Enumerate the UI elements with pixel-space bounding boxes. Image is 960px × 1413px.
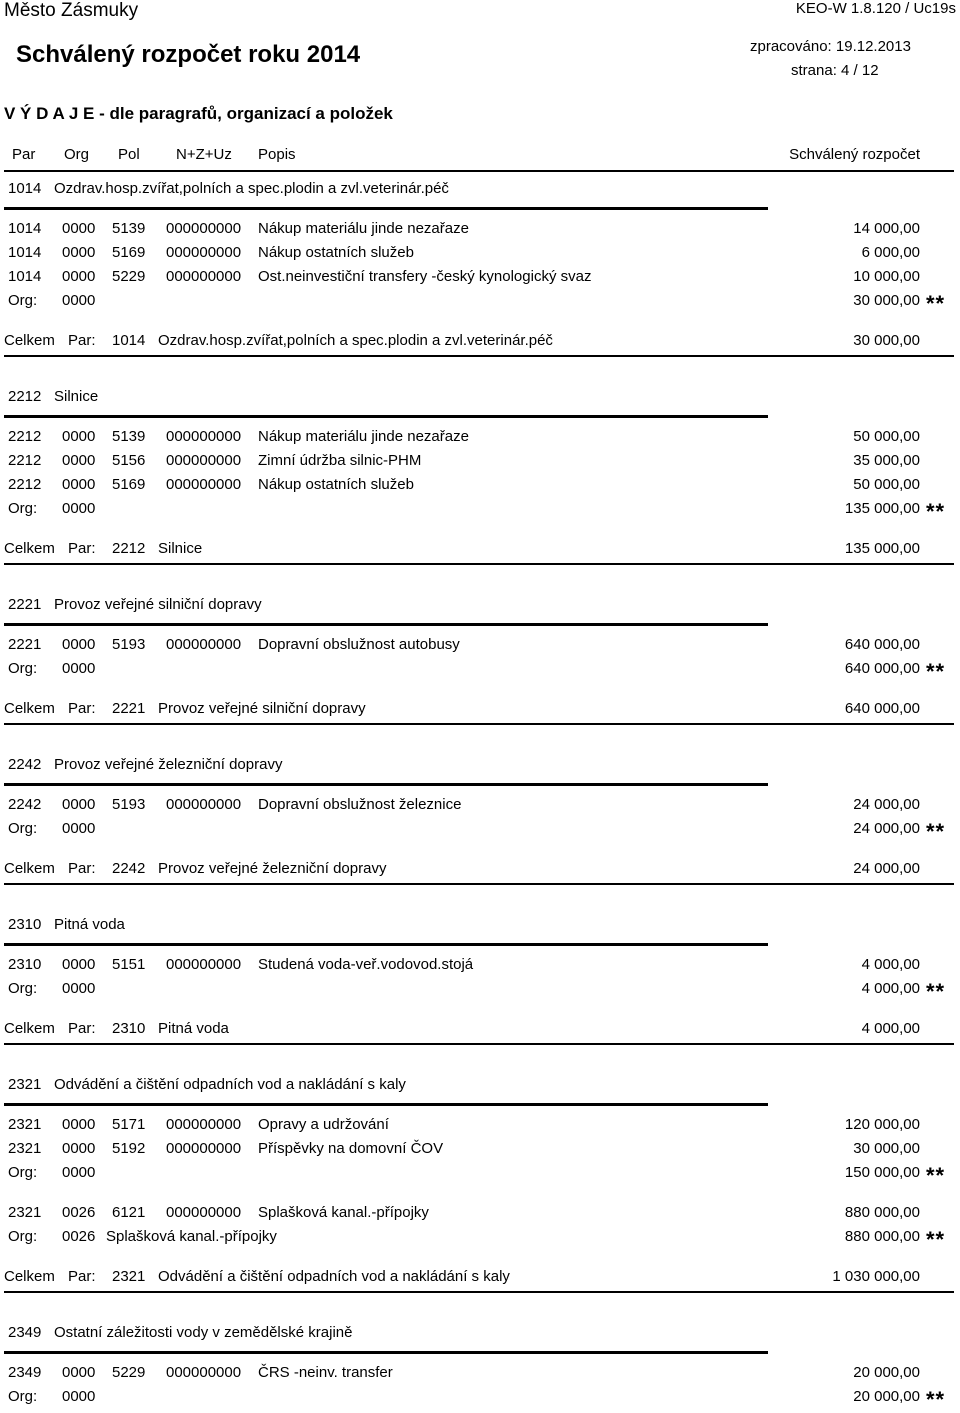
item-amount: 24 000,00 [853, 796, 920, 813]
section-par-name: Provoz veřejné železniční dopravy [54, 756, 283, 773]
org-label: Org: [8, 1164, 38, 1181]
item-nzu: 000000000 [166, 1204, 242, 1221]
org-total: 150 000,00 [844, 1164, 920, 1181]
item-pol: 5169 [112, 476, 146, 493]
org-code: 0000 [62, 1388, 96, 1405]
par-total-row [0, 540, 960, 560]
item-amount: 4 000,00 [861, 956, 920, 973]
org-total: 4 000,00 [861, 980, 920, 997]
report-subtitle: V Ý D A J E - dle paragrafů, organizací a položek [4, 104, 393, 123]
item-description: Nákup materiálu jinde nezařaze [258, 220, 469, 237]
section-par-code: 2321 [8, 1076, 42, 1093]
total-label: Celkem [4, 540, 55, 557]
item-par: 1014 [8, 220, 42, 237]
item-description: Příspěvky na domovní ČOV [258, 1140, 444, 1157]
item-pol: 5139 [112, 220, 146, 237]
column-header-nzu: N+Z+Uz [176, 146, 232, 163]
item-amount: 50 000,00 [853, 476, 920, 493]
item-pol: 5229 [112, 1364, 146, 1381]
item-nzu: 000000000 [166, 1116, 242, 1133]
item-row [0, 268, 960, 288]
item-amount: 30 000,00 [853, 1140, 920, 1157]
item-description: Studená voda-veř.vodovod.stojá [258, 956, 474, 973]
item-par: 2212 [8, 476, 42, 493]
item-row [0, 476, 960, 496]
page-number: strana: 4 / 12 [791, 62, 879, 79]
item-nzu: 000000000 [166, 796, 242, 813]
item-nzu: 000000000 [166, 268, 242, 285]
item-org: 0000 [62, 636, 96, 653]
item-description: Zimní údržba silnic-PHM [258, 452, 422, 469]
item-par: 2221 [8, 636, 42, 653]
item-nzu: 000000000 [166, 244, 242, 261]
report-title: Schválený rozpočet roku 2014 [16, 41, 361, 68]
item-pol: 5193 [112, 796, 146, 813]
item-nzu: 000000000 [166, 956, 242, 973]
section-heading [0, 756, 960, 776]
total-par-label: Par: [68, 1268, 96, 1285]
org-subtotal-row [0, 979, 960, 1004]
par-total-amount: 135 000,00 [844, 540, 920, 557]
section-heading [0, 180, 960, 200]
item-org: 0000 [62, 956, 96, 973]
section-par-code: 2310 [8, 916, 42, 933]
total-label: Celkem [4, 700, 55, 717]
item-nzu: 000000000 [166, 1364, 242, 1381]
item-par: 1014 [8, 244, 42, 261]
item-row [0, 636, 960, 656]
item-amount: 120 000,00 [844, 1116, 920, 1133]
org-total: 30 000,00 [853, 292, 920, 309]
org-code: 0000 [62, 820, 96, 837]
total-par-code: 1014 [112, 332, 146, 349]
total-par-label: Par: [68, 860, 96, 877]
item-par: 2321 [8, 1140, 42, 1157]
total-par-code: 2242 [112, 860, 146, 877]
section-heading [0, 1324, 960, 1344]
item-row [0, 796, 960, 816]
total-label: Celkem [4, 1020, 55, 1037]
total-par-name: Ozdrav.hosp.zvířat,polních a spec.plodin a zvl.veterinár.péč [158, 332, 553, 349]
item-nzu: 000000000 [166, 636, 242, 653]
par-total-amount: 4 000,00 [861, 1020, 920, 1037]
item-par: 2349 [8, 1364, 42, 1381]
item-description: Nákup materiálu jinde nezařaze [258, 428, 469, 445]
item-row [0, 1204, 960, 1224]
section-par-name: Provoz veřejné silniční dopravy [54, 596, 262, 613]
column-header-org: Org [64, 146, 90, 163]
item-amount: 640 000,00 [844, 636, 920, 653]
item-par: 2321 [8, 1204, 42, 1221]
item-row [0, 452, 960, 472]
item-nzu: 000000000 [166, 220, 242, 237]
item-org: 0000 [62, 220, 96, 237]
org-subtotal-row [0, 1163, 960, 1188]
total-par-label: Par: [68, 332, 96, 349]
subtotal-stars: ** [926, 1387, 946, 1412]
org-code: 0000 [62, 1164, 96, 1181]
item-org: 0000 [62, 1364, 96, 1381]
section-par-name: Ozdrav.hosp.zvířat,polních a spec.plodin a zvl.veterinár.péč [54, 180, 449, 197]
column-header-amount: Schválený rozpočet [789, 146, 920, 163]
org-label: Org: [8, 292, 38, 309]
item-row [0, 220, 960, 240]
org-name: Splašková kanal.-přípojky [106, 1228, 277, 1245]
item-par: 2310 [8, 956, 42, 973]
item-amount: 14 000,00 [853, 220, 920, 237]
item-pol: 5151 [112, 956, 146, 973]
section-heading-rule [4, 1103, 768, 1106]
item-par: 2321 [8, 1116, 42, 1133]
subtotal-stars: ** [926, 979, 946, 1004]
org-subtotal-row [0, 659, 960, 684]
item-pol: 5193 [112, 636, 146, 653]
item-nzu: 000000000 [166, 476, 242, 493]
item-org: 0000 [62, 1140, 96, 1157]
processed-date: zpracováno: 19.12.2013 [750, 38, 911, 55]
par-total-row [0, 1020, 960, 1040]
item-org: 0026 [62, 1204, 96, 1221]
org-subtotal-row [0, 291, 960, 316]
item-nzu: 000000000 [166, 1140, 242, 1157]
item-pol: 5169 [112, 244, 146, 261]
org-subtotal-row [0, 819, 960, 844]
item-row [0, 428, 960, 448]
item-pol: 5139 [112, 428, 146, 445]
item-par: 2242 [8, 796, 42, 813]
total-par-name: Pitná voda [158, 1020, 229, 1037]
par-total-rule [4, 883, 954, 885]
column-header-par: Par [12, 146, 36, 163]
total-label: Celkem [4, 1268, 55, 1285]
section-par-name: Pitná voda [54, 916, 125, 933]
section-heading [0, 916, 960, 936]
item-par: 2212 [8, 428, 42, 445]
item-row [0, 956, 960, 976]
section-par-code: 2212 [8, 388, 42, 405]
total-par-name: Odvádění a čištění odpadních vod a nakládání s kaly [158, 1268, 510, 1285]
org-code: 0000 [62, 980, 96, 997]
par-total-amount: 30 000,00 [853, 332, 920, 349]
par-total-row [0, 1268, 960, 1288]
subtotal-stars: ** [926, 819, 946, 844]
section-heading-rule [4, 783, 768, 786]
org-total: 20 000,00 [853, 1388, 920, 1405]
item-row [0, 244, 960, 264]
item-amount: 50 000,00 [853, 428, 920, 445]
total-par-name: Provoz veřejné silniční dopravy [158, 700, 366, 717]
town-name: Město Zásmuky [4, 0, 139, 21]
org-subtotal-row [0, 1227, 960, 1252]
org-subtotal-row [0, 1387, 960, 1412]
section-heading [0, 596, 960, 616]
item-amount: 6 000,00 [861, 244, 920, 261]
item-pol: 5171 [112, 1116, 146, 1133]
column-header-pol: Pol [118, 146, 140, 163]
item-amount: 10 000,00 [853, 268, 920, 285]
subtotal-stars: ** [926, 659, 946, 684]
item-org: 0000 [62, 1116, 96, 1133]
org-subtotal-row [0, 499, 960, 524]
total-par-label: Par: [68, 700, 96, 717]
par-total-rule [4, 1291, 954, 1293]
section-par-name: Silnice [54, 388, 99, 405]
org-code: 0000 [62, 292, 96, 309]
total-par-label: Par: [68, 1020, 96, 1037]
org-total: 24 000,00 [853, 820, 920, 837]
total-par-code: 2221 [112, 700, 146, 717]
section-par-code: 2221 [8, 596, 42, 613]
item-org: 0000 [62, 476, 96, 493]
org-total: 640 000,00 [844, 660, 920, 677]
par-total-rule [4, 1043, 954, 1045]
org-label: Org: [8, 1228, 38, 1245]
item-par: 1014 [8, 268, 42, 285]
total-par-code: 2212 [112, 540, 146, 557]
par-total-amount: 1 030 000,00 [832, 1268, 920, 1285]
item-pol: 5192 [112, 1140, 146, 1157]
org-code: 0000 [62, 500, 96, 517]
item-par: 2212 [8, 452, 42, 469]
par-total-rule [4, 723, 954, 725]
total-label: Celkem [4, 332, 55, 349]
section-heading-rule [4, 623, 768, 626]
item-pol: 6121 [112, 1204, 146, 1221]
item-description: Nákup ostatních služeb [258, 244, 414, 261]
item-row [0, 1116, 960, 1136]
item-description: Nákup ostatních služeb [258, 476, 414, 493]
section-heading-rule [4, 207, 768, 210]
item-row [0, 1140, 960, 1160]
header-divider [4, 170, 954, 172]
section-heading-rule [4, 1351, 768, 1354]
section-par-name: Odvádění a čištění odpadních vod a nakládání s kaly [54, 1076, 406, 1093]
item-amount: 880 000,00 [844, 1204, 920, 1221]
org-code: 0026 [62, 1228, 96, 1245]
item-org: 0000 [62, 428, 96, 445]
item-amount: 35 000,00 [853, 452, 920, 469]
total-par-label: Par: [68, 540, 96, 557]
item-description: Opravy a udržování [258, 1116, 389, 1133]
item-org: 0000 [62, 268, 96, 285]
item-description: ČRS -neinv. transfer [258, 1364, 393, 1381]
item-org: 0000 [62, 796, 96, 813]
subtotal-stars: ** [926, 291, 946, 316]
section-heading [0, 1076, 960, 1096]
item-description: Ost.neinvestiční transfery -český kynologický svaz [258, 268, 592, 285]
par-total-row [0, 860, 960, 880]
par-total-row [0, 332, 960, 352]
item-org: 0000 [62, 244, 96, 261]
total-par-name: Provoz veřejné železniční dopravy [158, 860, 387, 877]
org-total: 880 000,00 [844, 1228, 920, 1245]
org-label: Org: [8, 660, 38, 677]
item-description: Dopravní obslužnost železnice [258, 796, 462, 813]
item-nzu: 000000000 [166, 428, 242, 445]
item-description: Dopravní obslužnost autobusy [258, 636, 460, 653]
total-par-code: 2321 [112, 1268, 146, 1285]
system-version: KEO-W 1.8.120 / Uc19s [795, 0, 956, 17]
par-total-row [0, 700, 960, 720]
column-header-description: Popis [258, 146, 296, 163]
item-description: Splašková kanal.-přípojky [258, 1204, 429, 1221]
section-par-code: 1014 [8, 180, 42, 197]
org-total: 135 000,00 [844, 500, 920, 517]
section-par-name: Ostatní záležitosti vody v zemědělské krajině [54, 1324, 353, 1341]
item-pol: 5229 [112, 268, 146, 285]
item-org: 0000 [62, 452, 96, 469]
subtotal-stars: ** [926, 1163, 946, 1188]
item-nzu: 000000000 [166, 452, 242, 469]
total-label: Celkem [4, 860, 55, 877]
org-label: Org: [8, 500, 38, 517]
total-par-code: 2310 [112, 1020, 146, 1037]
par-total-rule [4, 563, 954, 565]
item-amount: 20 000,00 [853, 1364, 920, 1381]
section-par-code: 2349 [8, 1324, 42, 1341]
org-label: Org: [8, 1388, 38, 1405]
org-code: 0000 [62, 660, 96, 677]
item-row [0, 1364, 960, 1384]
par-total-amount: 640 000,00 [844, 700, 920, 717]
org-label: Org: [8, 980, 38, 997]
item-pol: 5156 [112, 452, 146, 469]
subtotal-stars: ** [926, 499, 946, 524]
par-total-rule [4, 355, 954, 357]
par-total-amount: 24 000,00 [853, 860, 920, 877]
section-heading-rule [4, 943, 768, 946]
section-par-code: 2242 [8, 756, 42, 773]
total-par-name: Silnice [158, 540, 203, 557]
subtotal-stars: ** [926, 1227, 946, 1252]
section-heading [0, 388, 960, 408]
section-heading-rule [4, 415, 768, 418]
org-label: Org: [8, 820, 38, 837]
